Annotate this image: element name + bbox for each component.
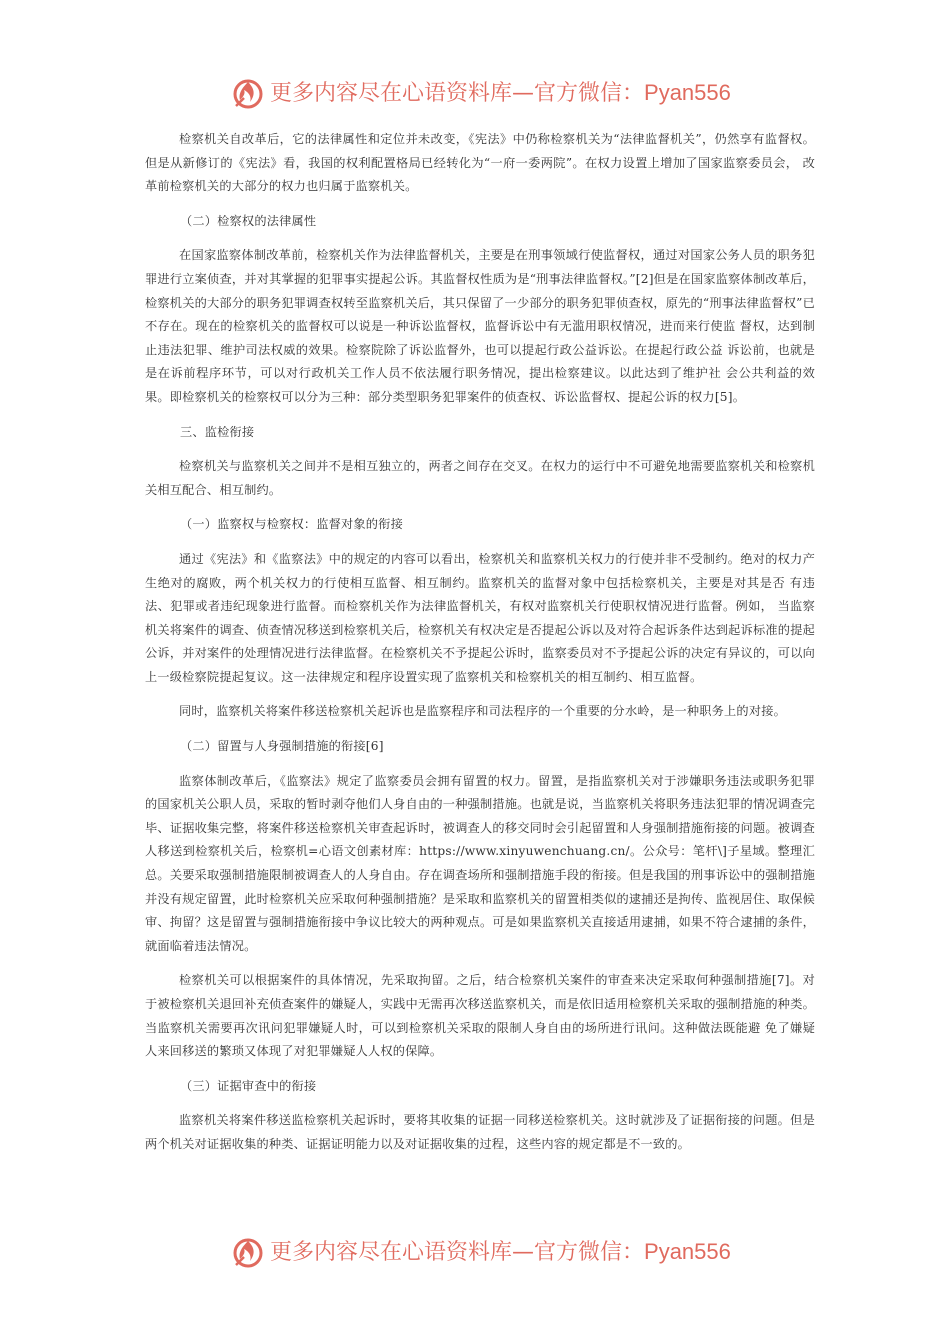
document-body [145,128,815,1157]
section-heading-legal-attribute: （二）检察权的法律属性 [180,213,317,228]
section-heading-connection: 三、监检衔接 [180,424,255,439]
paragraph-4: 通过《宪法》和《监察法》中的规定的内容可以看出，检察机关和监察机关权力的行使并非不受制约。绝对的权力产生绝对的腐败，两个机关权力的行使相互监督、相互制约。监察机关的监督对象中包括检察机关，主要是对其是否 有违法、犯罪或者违纪现象进行监督。而检察机关作为法律监督机关，有权对监察机关行使职权情况进行监督。例如， 当监察机关将案件的调查、侦查情况移送到检察机关后，检察机关有权决定是否提起公诉以及对符合起诉条件达到起诉标准的提起公诉，并对案件的处理情况进行法律监督。在检察机关不予提起公诉时，监察委员对不予提起公诉的决定有异议的，可以向上一级检察院提起复议。这一法律规定和程序设置实现了监察机关和检察机关的相互制约、相互监督。 [145,551,815,684]
flame-logo-icon [230,1235,266,1271]
flame-logo-icon [230,76,266,112]
banner-text [270,78,731,109]
paragraph-7: 检察机关可以根据案件的具体情况，先采取拘留。之后，结合检察机关案件的审查来决定采取何种强制措施[7]。对于被检察机关退回补充侦查案件的嫌疑人，实践中无需再次移送监察机关，而是依旧适用检察机关采取的强制措施的种类。当监察机关需要再次讯问犯罪嫌疑人时，可以到检察机关采取的限制人身自由的场所进行讯问。这种做法既能避 免了嫌疑人来回移送的繁琐又体现了对犯罪嫌疑人人权的保障。 [145,973,815,1059]
section-heading-supervision-object: （一）监察权与检察权：监督对象的衔接 [180,517,403,532]
paragraph-6: 监察体制改革后，《监察法》规定了监察委员会拥有留置的权力。留置，是指监察机关对于涉嫌职务违法或职务犯罪的国家机关公职人员，采取的暂时剥夺他们人身自由的一种强制措施。也就是说，当监察机关将职务违法犯罪的情况调查完毕、证据收集完整，将案件移送检察机关审查起诉时，被调查人的移交同时会引起留置和人身强制措施衔接的问题。被调查人移送到检察机关后，检察机=心语文创素材库：https://www.xinyuwenchuang.cn/。公众号：笔杆\]子星域。整理汇总。关要采取强制措施限制被调查人的人身自由。存在调查场所和强制措施手段的衔接。但是我国的刑事诉讼中的强制措施并没有规定留置，此时检察机关应采取何种强制措施？是采取和监察机关的留置相类似的逮捕还是拘传、监视居住、取保候审、拘留？这是留置与强制措施衔接中争议比较大的两种观点。可是如果监察机关直接适用逮捕，如果不符合逮捕的条件，就面临着违法情况。 [145,773,815,953]
section-heading-detention: （二）留置与人身强制措施的衔接[6] [180,739,384,754]
paragraph-3: 检察机关与监察机关之间并不是相互独立的，两者之间存在交叉。在权力的运行中不可避免地需要监察机关和检察机关相互配合、相互制约。 [145,459,815,497]
paragraph-5: 同时，监察机关将案件移送检察机关起诉也是监察程序和司法程序的一个重要的分水岭，是一种职务上的对接。 [179,704,786,719]
banner-slogan: 更多内容尽在心语资料库—官方微信： [270,81,645,106]
banner-text [270,1237,731,1268]
footer-banner [0,1233,950,1273]
section-heading-evidence: （三）证据审查中的衔接 [180,1078,317,1093]
banner-slogan: 更多内容尽在心语资料库—官方微信： [270,1240,645,1265]
paragraph-8: 监察机关将案件移送监检察机关起诉时，要将其收集的证据一同移送检察机关。这时就涉及了证据衔接的问题。但是两个机关对证据收集的种类、证据证明能力以及对证据收集的过程，这些内容的规定都是不一致的。 [145,1113,815,1151]
paragraph-1: 检察机关自改革后，它的法律属性和定位并未改变，《宪法》中仍称检察机关为“法律监督机关”，仍然享有监督权。但是从新修订的《宪法》看，我国的权利配置格局已经转化为“一府一委两院”。在权力设置上增加了国家监察委员会， 改革前检察机关的大部分的权力也归属于监察机关。 [145,132,815,194]
header-banner [0,74,950,114]
banner-wechat-id: Pyan556 [644,1239,731,1264]
paragraph-2: 在国家监察体制改革前，检察机关作为法律监督机关，主要是在刑事领域行使监督权，通过对国家公务人员的职务犯罪进行立案侦查，并对其掌握的犯罪事实提起公诉。其监督权性质为是“刑事法律监督权。”[2]但是在国家监察体制改革后，检察机关的大部分的职务犯罪调查权转至监察机关后，其只保留了一少部分的职务犯罪侦查权，原先的“刑事法律监督权”已不存在。现在的检察机关的监督权可以说是一种诉讼监督权，监督诉讼中有无滥用职权情况，进而来行使监 督权，达到制止违法犯罪、维护司法权威的效果。检察院除了诉讼监督外，也可以提起行政公益诉讼。在提起行政公益 诉讼前，也就是是在诉前程序环节，可以对行政机关工作人员不依法履行职务情况，提出检察建议。以此达到了维护社 会公共利益的效果。即检察机关的检察权可以分为三种：部分类型职务犯罪案件的侦查权、诉讼监督权、提起公诉的权力[5]。 [145,248,815,404]
banner-wechat-id: Pyan556 [644,80,731,105]
